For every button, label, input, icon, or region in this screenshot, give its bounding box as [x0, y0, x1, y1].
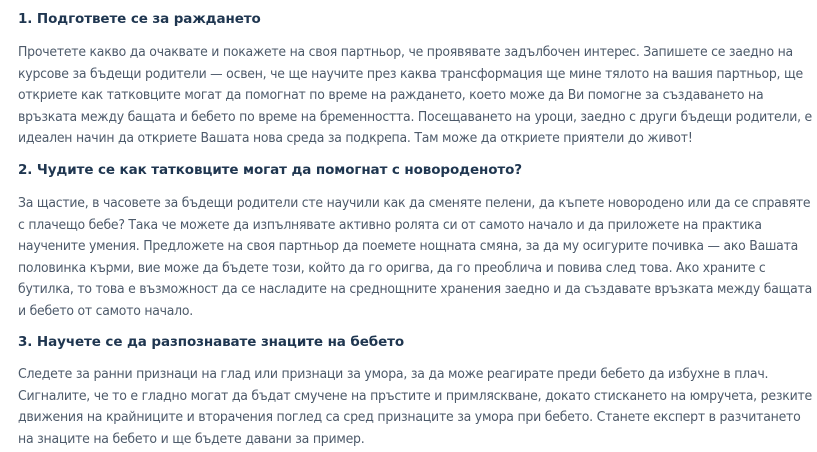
section-heading-help-with-newborn: 2. Чудите се как татковците могат да помогнат с новороденото?	[18, 162, 523, 178]
paragraph-line: движения на крайниците и вторачения поглед са сред признаците за умора при бебето. Станете експерт в разчитането	[18, 410, 801, 426]
paragraph-line: курсове за бъдещи родители — освен, че ще научите през каква трансформация ще мине тялото на вашия партньор, ще	[18, 66, 803, 82]
paragraph-line: идеален начин да откриете Вашата нова среда за подкрепа. Там може да откриете приятели до живот!	[18, 131, 693, 147]
section-heading-baby-signals: 3. Научете се да разпознавате знаците на бебето	[18, 334, 405, 350]
paragraph-line: бутилка, то това е възможност да се насладите на среднощните хранения заедно и да създавате връзката между бащата	[18, 282, 812, 298]
paragraph-line: връзката между бащата и бебето по време на бременността. Посещаването на уроци, заедно с други бъдещи родители, е	[18, 109, 812, 125]
paragraph-line: откриете как татковците могат да помогнат по време на раждането, което може да Ви помогне за създаването на	[18, 88, 764, 104]
paragraph-line: За щастие, в часовете за бъдещи родители сте научили как да сменяте пелени, да къпете новородено или да се справяте	[18, 196, 811, 211]
section-paragraph-help-with-newborn	[18, 193, 817, 323]
section-paragraph-baby-signals	[18, 364, 817, 450]
paragraph-line: на знаците на бебето и ще бъдете давани за пример.	[18, 431, 365, 447]
paragraph-line: половинка кърми, вие може да бъдете този, който да го оригва, да го преоблича и повива след това. Ако храните с	[18, 260, 766, 276]
paragraph-line: и бебето от самото начало.	[18, 303, 194, 319]
paragraph-line: Следете за ранни признаци на глад или признаци за умора, за да може реагирате преди бебето да избухне в плач.	[18, 367, 769, 382]
section-paragraph-prepare-for-birth	[18, 42, 817, 150]
paragraph-line: с плачещо бебе? Така че можете да изпълнявате активно ролята си от самото начало и да приложете на практика	[18, 217, 762, 233]
paragraph-line: Прочетете какво да очаквате и покажете на своя партньор, че проявявате задълбочен интерес. Запишете се заедно на	[18, 45, 793, 60]
paragraph-line: научените умения. Предложете на своя партньор да поемете нощната смяна, за да му осигурите почивка — ако Вашата	[18, 239, 799, 255]
paragraph-line: Сигналите, че то е гладно могат да бъдат смучене на пръстите и примляскване, докато стискането на юмручета, резките	[18, 388, 812, 404]
section-heading-prepare-for-birth: 1. Подгответе се за раждането	[18, 11, 261, 27]
